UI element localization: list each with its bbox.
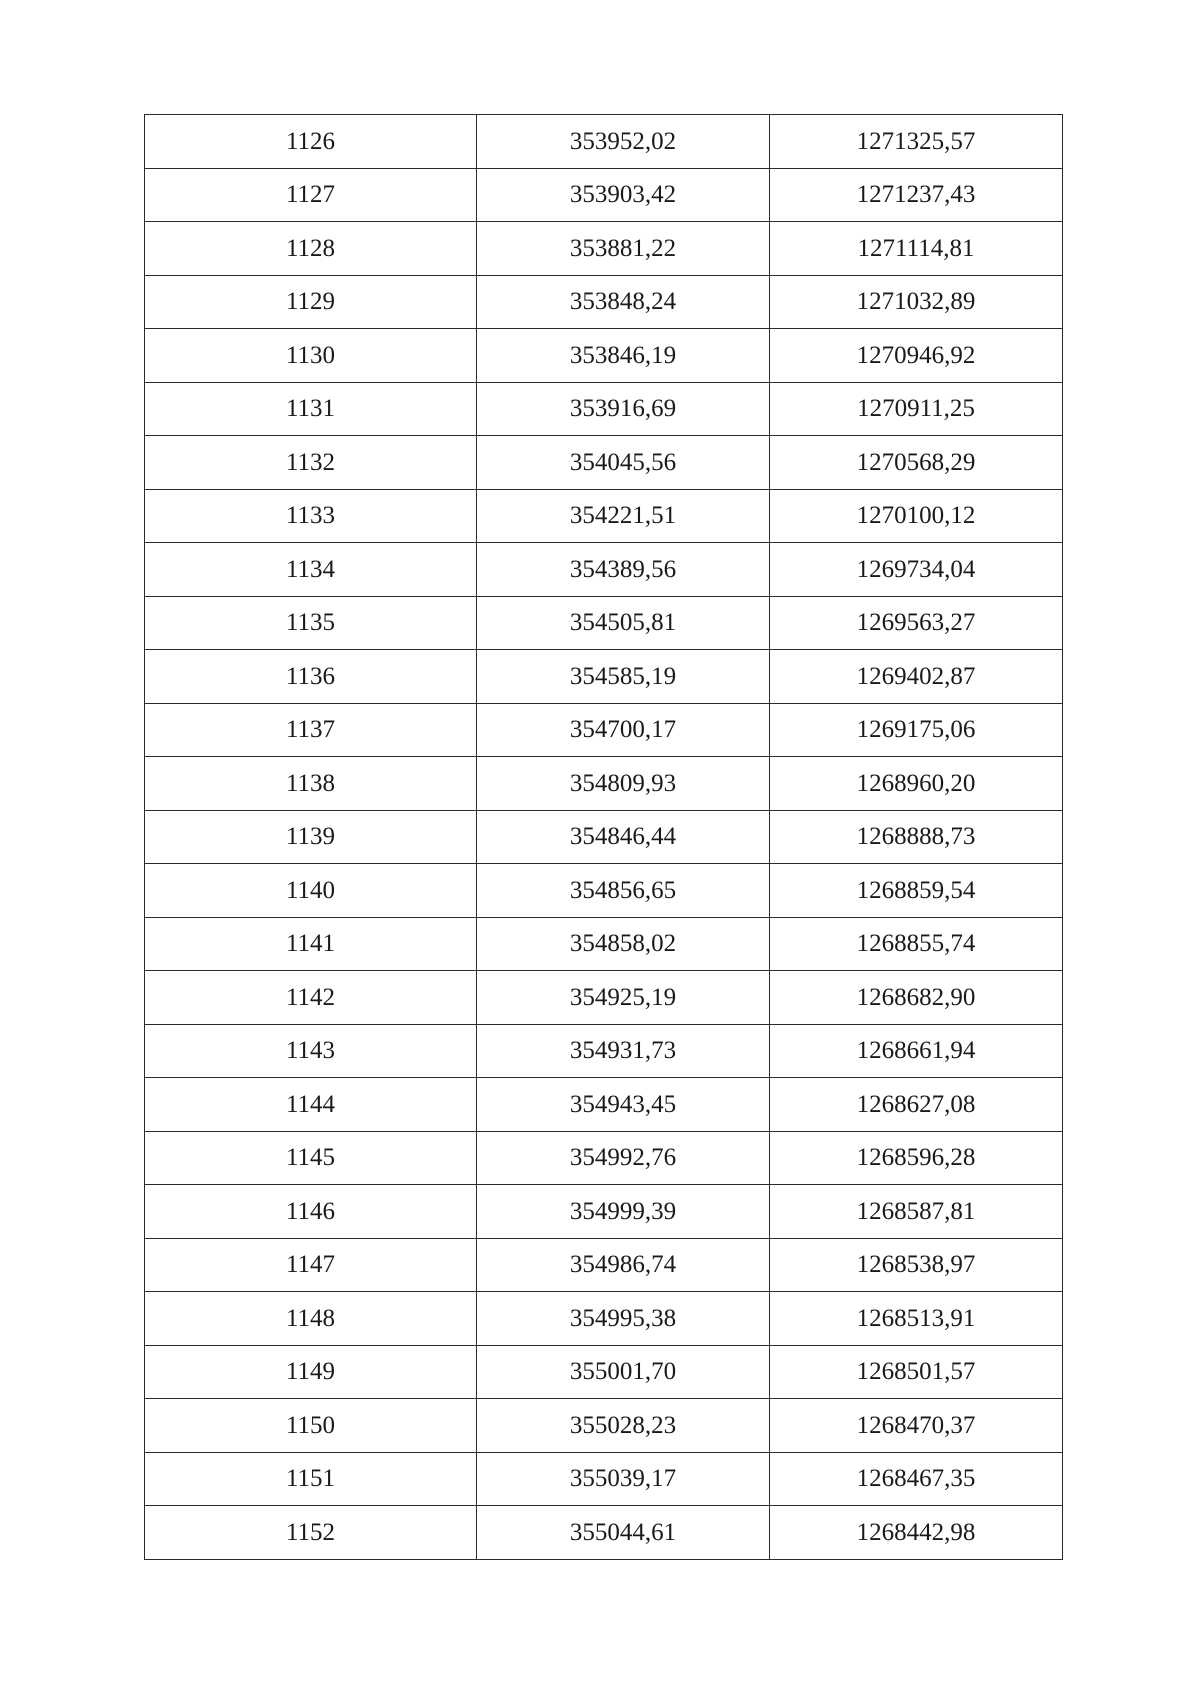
y-coordinate-cell: 1268682,90: [770, 971, 1063, 1025]
x-coordinate-cell: 354045,56: [477, 436, 770, 490]
table-row: [145, 1078, 1063, 1132]
y-coordinate-cell: 1271325,57: [770, 115, 1063, 169]
table-row: [145, 596, 1063, 650]
table-row: [145, 1131, 1063, 1185]
point-number-cell: 1135: [145, 596, 477, 650]
x-coordinate-cell: 353881,22: [477, 222, 770, 276]
y-coordinate-cell: 1268888,73: [770, 810, 1063, 864]
point-number-cell: 1127: [145, 168, 477, 222]
table-row: [145, 543, 1063, 597]
point-number-cell: 1152: [145, 1506, 477, 1560]
y-coordinate-cell: 1268501,57: [770, 1345, 1063, 1399]
x-coordinate-cell: 353916,69: [477, 382, 770, 436]
point-number-cell: 1151: [145, 1452, 477, 1506]
point-number-cell: 1137: [145, 703, 477, 757]
point-number-cell: 1150: [145, 1399, 477, 1453]
y-coordinate-cell: 1270946,92: [770, 329, 1063, 383]
point-number-cell: 1138: [145, 757, 477, 811]
table-row: [145, 1506, 1063, 1560]
table-row: [145, 1024, 1063, 1078]
x-coordinate-cell: 354943,45: [477, 1078, 770, 1132]
point-number-cell: 1144: [145, 1078, 477, 1132]
y-coordinate-cell: 1268960,20: [770, 757, 1063, 811]
y-coordinate-cell: 1270568,29: [770, 436, 1063, 490]
table-row: [145, 489, 1063, 543]
y-coordinate-cell: 1271237,43: [770, 168, 1063, 222]
table-row: [145, 1399, 1063, 1453]
table-row: [145, 917, 1063, 971]
x-coordinate-cell: 354995,38: [477, 1292, 770, 1346]
table-row: [145, 382, 1063, 436]
y-coordinate-cell: 1268538,97: [770, 1238, 1063, 1292]
y-coordinate-cell: 1268627,08: [770, 1078, 1063, 1132]
table-row: [145, 1238, 1063, 1292]
point-number-cell: 1143: [145, 1024, 477, 1078]
point-number-cell: 1134: [145, 543, 477, 597]
coordinates-table: [144, 114, 1063, 1560]
point-number-cell: 1141: [145, 917, 477, 971]
y-coordinate-cell: 1268661,94: [770, 1024, 1063, 1078]
point-number-cell: 1147: [145, 1238, 477, 1292]
table-row: [145, 650, 1063, 704]
x-coordinate-cell: 354389,56: [477, 543, 770, 597]
x-coordinate-cell: 355039,17: [477, 1452, 770, 1506]
point-number-cell: 1140: [145, 864, 477, 918]
x-coordinate-cell: 354700,17: [477, 703, 770, 757]
table-row: [145, 168, 1063, 222]
point-number-cell: 1128: [145, 222, 477, 276]
x-coordinate-cell: 354221,51: [477, 489, 770, 543]
x-coordinate-cell: 354809,93: [477, 757, 770, 811]
point-number-cell: 1136: [145, 650, 477, 704]
point-number-cell: 1129: [145, 275, 477, 329]
point-number-cell: 1148: [145, 1292, 477, 1346]
x-coordinate-cell: 355044,61: [477, 1506, 770, 1560]
x-coordinate-cell: 355001,70: [477, 1345, 770, 1399]
y-coordinate-cell: 1270911,25: [770, 382, 1063, 436]
x-coordinate-cell: 353903,42: [477, 168, 770, 222]
table-row: [145, 810, 1063, 864]
table-row: [145, 115, 1063, 169]
y-coordinate-cell: 1269402,87: [770, 650, 1063, 704]
point-number-cell: 1131: [145, 382, 477, 436]
table-row: [145, 757, 1063, 811]
point-number-cell: 1132: [145, 436, 477, 490]
point-number-cell: 1139: [145, 810, 477, 864]
point-number-cell: 1146: [145, 1185, 477, 1239]
x-coordinate-cell: 354925,19: [477, 971, 770, 1025]
table-row: [145, 1292, 1063, 1346]
y-coordinate-cell: 1268442,98: [770, 1506, 1063, 1560]
table-row: [145, 864, 1063, 918]
y-coordinate-cell: 1270100,12: [770, 489, 1063, 543]
point-number-cell: 1130: [145, 329, 477, 383]
point-number-cell: 1145: [145, 1131, 477, 1185]
x-coordinate-cell: 354856,65: [477, 864, 770, 918]
y-coordinate-cell: 1268859,54: [770, 864, 1063, 918]
table-row: [145, 703, 1063, 757]
table-row: [145, 222, 1063, 276]
coordinates-table-body: [145, 115, 1063, 1560]
point-number-cell: 1126: [145, 115, 477, 169]
y-coordinate-cell: 1269563,27: [770, 596, 1063, 650]
point-number-cell: 1149: [145, 1345, 477, 1399]
y-coordinate-cell: 1268596,28: [770, 1131, 1063, 1185]
point-number-cell: 1133: [145, 489, 477, 543]
y-coordinate-cell: 1268587,81: [770, 1185, 1063, 1239]
y-coordinate-cell: 1271114,81: [770, 222, 1063, 276]
table-row: [145, 275, 1063, 329]
table-row: [145, 971, 1063, 1025]
x-coordinate-cell: 354858,02: [477, 917, 770, 971]
x-coordinate-cell: 354986,74: [477, 1238, 770, 1292]
table-row: [145, 1185, 1063, 1239]
x-coordinate-cell: 354931,73: [477, 1024, 770, 1078]
y-coordinate-cell: 1268513,91: [770, 1292, 1063, 1346]
table-row: [145, 1345, 1063, 1399]
x-coordinate-cell: 354585,19: [477, 650, 770, 704]
y-coordinate-cell: 1268467,35: [770, 1452, 1063, 1506]
y-coordinate-cell: 1271032,89: [770, 275, 1063, 329]
y-coordinate-cell: 1268855,74: [770, 917, 1063, 971]
x-coordinate-cell: 353952,02: [477, 115, 770, 169]
x-coordinate-cell: 354846,44: [477, 810, 770, 864]
point-number-cell: 1142: [145, 971, 477, 1025]
x-coordinate-cell: 354992,76: [477, 1131, 770, 1185]
table-row: [145, 1452, 1063, 1506]
table-row: [145, 329, 1063, 383]
x-coordinate-cell: 355028,23: [477, 1399, 770, 1453]
y-coordinate-cell: 1269175,06: [770, 703, 1063, 757]
table-row: [145, 436, 1063, 490]
x-coordinate-cell: 353848,24: [477, 275, 770, 329]
y-coordinate-cell: 1268470,37: [770, 1399, 1063, 1453]
x-coordinate-cell: 354505,81: [477, 596, 770, 650]
x-coordinate-cell: 354999,39: [477, 1185, 770, 1239]
x-coordinate-cell: 353846,19: [477, 329, 770, 383]
y-coordinate-cell: 1269734,04: [770, 543, 1063, 597]
